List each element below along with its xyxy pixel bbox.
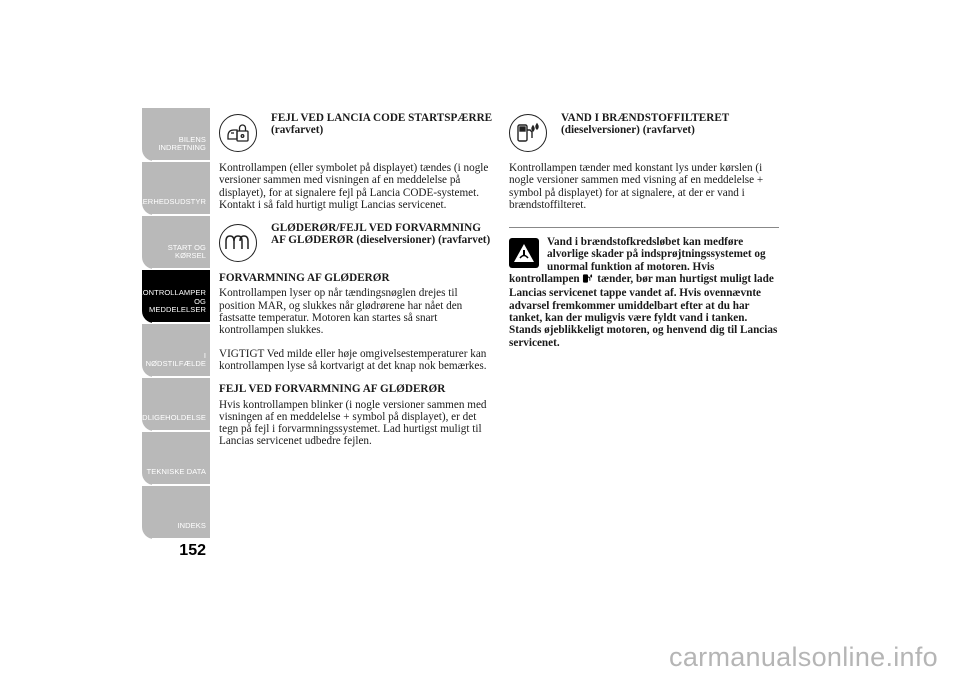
fuel-filter-water-inline-icon bbox=[582, 273, 594, 287]
tab-kontrollamper[interactable] bbox=[137, 270, 210, 323]
lancia-code-section-head bbox=[219, 112, 494, 162]
lancia-code-body: Kontrollampen (eller symbolet på displayet) tændes (i nogle versioner sammen med visningen af en meddelelse på displayet), for at signalere fejl på Lancia CODE-systemet. Kontakt i så fald hurtigt muligt Lancias servicenet. bbox=[219, 162, 489, 211]
important-note: VIGTIGT Ved milde eller høje omgivelsestemperaturer kan kontrollampen lyse så kortvarigt at det knap nok bemærkes. bbox=[219, 347, 487, 372]
tab-label: BILENS INDRETNING bbox=[158, 134, 206, 153]
tab-label: KONTROLLAMPER OG MEDDELELSER bbox=[137, 288, 206, 315]
tab-indeks[interactable] bbox=[142, 486, 210, 539]
warning-box bbox=[509, 236, 781, 349]
tab-label: INDEKS bbox=[177, 521, 206, 531]
watermark: carmanualsonline.info bbox=[669, 642, 938, 672]
glow-plug-coil-icon bbox=[219, 224, 257, 262]
tab-tekniske-data[interactable] bbox=[142, 432, 210, 485]
tab-label: TEKNISKE DATA bbox=[146, 467, 206, 477]
tab-label: I NØDSTILFÆLDE bbox=[145, 350, 206, 369]
page-number: 152 bbox=[179, 542, 206, 559]
water-in-fuel-body: Kontrollampen tænder med konstant lys under kørslen (i nogle versioner sammen med visning af en meddelelse + symbol på displayet) for at signalere, at der er vand i brændstoffilteret. bbox=[509, 162, 764, 211]
preheat-subheading: FORVARMNING AF GLØDERØR bbox=[219, 272, 390, 285]
glow-plug-section-head bbox=[219, 222, 494, 272]
tab-bilens-indretning[interactable] bbox=[142, 108, 210, 161]
right-column bbox=[509, 112, 781, 349]
tab-label: START OG KØRSEL bbox=[167, 242, 206, 261]
lancia-code-key-icon bbox=[219, 114, 257, 152]
water-in-fuel-title: VAND I BRÆNDSTOFFILTERET (dieselversioner) (ravfarvet) bbox=[561, 112, 730, 137]
warning-text-end: tænder, bør man hurtigst muligt lade Lancias servicenet tappe vandet af. Hvis ovennævnte advarsel fremkommer umiddelbart efter at du har tanket, kan der muligvis være fyldt vand i tanken. Stands øjeblikkeligt motoren, og henvend dig til Lancias servicenet. bbox=[509, 273, 778, 349]
tab-label: SIKKERHEDSUDSTYR bbox=[125, 197, 206, 207]
glow-plug-title: GLØDERØR/FEJL VED FORVARMNING AF GLØDERØR (dieselversioner) (ravfarvet) bbox=[271, 222, 491, 247]
chapter-tabs bbox=[125, 108, 210, 540]
preheat-fault-subheading: FEJL VED FORVARMNING AF GLØDERØR bbox=[219, 383, 446, 396]
preheat-body: Kontrollampen lyser op når tændingsnøglen drejes til position MAR, og slukkes når glødrørene har nået den fastsatte temperatur. Motoren kan startes så snart kontrollampen slukkes. bbox=[219, 287, 463, 337]
left-column bbox=[219, 112, 494, 459]
tab-i-nodstilfaelde[interactable] bbox=[142, 324, 210, 377]
lancia-code-title: FEJL VED LANCIA CODE STARTSPÆRRE (ravfarvet) bbox=[271, 112, 493, 137]
warning-divider bbox=[509, 227, 779, 228]
water-in-fuel-section-head bbox=[509, 112, 781, 162]
tab-sikkerhedsudstyr[interactable] bbox=[125, 162, 210, 215]
tab-start-og-korsel[interactable] bbox=[142, 216, 210, 269]
warning-text-start: Vand i brændstofkredsløbet kan medføre alvorlige skader på indsprøjtningssystemet og unormal funktion af motoren. Hvis kontrollampen bbox=[509, 236, 766, 286]
preheat-fault-body: Hvis kontrollampen blinker (i nogle versioner sammen med visningen af en meddelelse + symbol på displayet), er det tegn på fejl i forvarmningssystemet. Lad hurtigst muligt til Lancias servicenet udbedre fejlen. bbox=[219, 398, 487, 448]
tab-vedligeholdelse[interactable] bbox=[131, 378, 210, 431]
warning-triangle-icon bbox=[509, 238, 539, 268]
fuel-filter-water-icon bbox=[509, 114, 547, 152]
tab-label: VEDLIGEHOLDELSE bbox=[131, 413, 206, 423]
